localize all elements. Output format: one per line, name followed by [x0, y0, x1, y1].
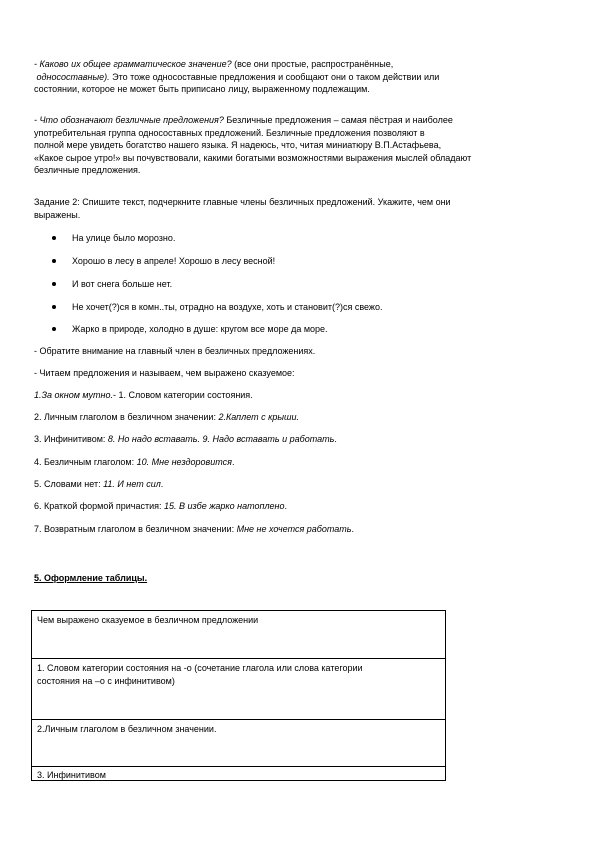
table-cell-text — [32, 659, 445, 690]
table-bottom-border — [31, 780, 446, 781]
paragraph-impersonal-meaning — [34, 114, 554, 177]
bullet-dot — [52, 259, 56, 263]
table-cell-text: 3. Инфинитивом — [37, 770, 106, 780]
example-sentence: 8. Но надо вставать. 9. Надо вставать и работать — [107, 434, 335, 444]
paragraph-line — [34, 58, 554, 71]
paragraph-line: «Какое сырое утро!» вы почувствовали, какими богатыми возможностями выражения мыслей обладают — [34, 152, 472, 163]
bullet-dot — [52, 236, 56, 240]
bullet-item: Жарко в природе, холодно в душе: кругом все море да море. — [72, 324, 328, 334]
paragraph-line: безличные предложения. — [34, 165, 141, 175]
example-label: - 1. Словом категории состояния. — [112, 390, 253, 400]
example-label: . — [160, 479, 164, 489]
paragraph-line — [34, 114, 554, 127]
task-2 — [34, 196, 554, 221]
bullet-item: Не хочет(?)ся в комн..ты, отрадно на воздухе, хоть и становит(?)ся свежо. — [72, 302, 383, 312]
example-label: 7. Возвратным глаголом в безличном значении: — [34, 524, 237, 534]
example-line — [34, 456, 554, 469]
note-line: - Читаем предложения и называем, чем выражено сказуемое: — [34, 368, 295, 378]
question-text: - Каково их общее грамматическое значение? — [34, 59, 232, 69]
example-line — [34, 411, 554, 424]
table-header-cell — [31, 610, 446, 659]
example-label: 4. Безличным глаголом: — [34, 457, 137, 467]
paragraph-line: состоянии, которое не может быть приписано лицу, выраженному подлежащим. — [34, 84, 370, 94]
answer-text: (все они простые, распространённые, — [231, 59, 394, 69]
table-cell-text: 2.Личным глаголом в безличном значении. — [37, 724, 217, 734]
bullet-item: Хорошо в лесу в апреле! Хорошо в лесу весной! — [72, 256, 276, 266]
example-line — [34, 523, 554, 536]
example-sentence: 15. В избе жарко натоплено — [164, 501, 285, 511]
example-sentence: Мне не хочется работать — [236, 524, 352, 534]
table-row — [31, 719, 446, 767]
answer-text: Безличные предложения – самая пёстрая и наиболее — [223, 115, 453, 125]
bullet-item: На улице было морозно. — [72, 233, 176, 243]
bullet-dot — [52, 282, 56, 286]
paragraph-line: употребительная группа односоставных предложений. Безличные предложения позволяют в — [34, 127, 425, 138]
example-label: 5. Словами нет: — [34, 479, 104, 489]
paragraph-line: Задание 2: Спишите текст, подчеркните главные члены безличных предложений. Укажите, чем они — [34, 197, 451, 207]
example-line — [34, 389, 554, 402]
example-label: 2. Личным глаголом в безличном значении: — [34, 412, 219, 422]
paragraph-line: выражены. — [34, 209, 81, 220]
example-sentence: 11. И нет сил — [103, 479, 161, 489]
question-text: - Что обозначают безличные предложения? — [34, 115, 224, 125]
bullet-item: И вот снега больше нет. — [72, 279, 173, 289]
example-sentence: 2.Каплет с крыши. — [218, 412, 299, 422]
example-line — [34, 433, 554, 446]
bullet-dot — [52, 327, 56, 331]
example-line — [34, 500, 554, 513]
table-cell-line: 1. Словом категории состояния на -о (сочетание глагола или слова категории — [37, 663, 363, 673]
bullet-dot — [52, 305, 56, 309]
example-label: . — [351, 524, 354, 534]
example-label: . — [231, 457, 235, 467]
paragraph-general-meaning — [34, 58, 554, 96]
example-sentence: 1.За окном мутно. — [34, 390, 113, 400]
answer-text: Это тоже односоставные предложения и сообщают они о таком действии или — [109, 71, 440, 82]
example-sentence: 10. Мне нездоровится — [136, 457, 232, 467]
note-line: - Обратите внимание на главный член в безличных предложениях. — [34, 346, 316, 356]
example-line — [34, 478, 554, 491]
section-title: 5. Оформление таблицы. — [34, 573, 148, 583]
paragraph-line: полной мере увидеть богатство нашего языка. Я надеюсь, что, читая миниатюру В.П.Астафьева, — [34, 140, 442, 150]
example-label: 6. Краткой формой причастия: — [34, 501, 165, 511]
paragraph-line — [34, 71, 554, 84]
example-label: . — [334, 434, 337, 444]
table-row — [31, 766, 446, 781]
answer-italic-text: односоставные). — [36, 71, 110, 82]
table-cell-line: состояния на –о с инфинитивом) — [37, 675, 175, 686]
table-header-text: Чем выражено сказуемое в безличном предложении — [37, 615, 259, 625]
example-label: 3. Инфинитивом: — [34, 434, 108, 444]
table-row — [31, 658, 446, 720]
example-label: . — [284, 501, 288, 511]
